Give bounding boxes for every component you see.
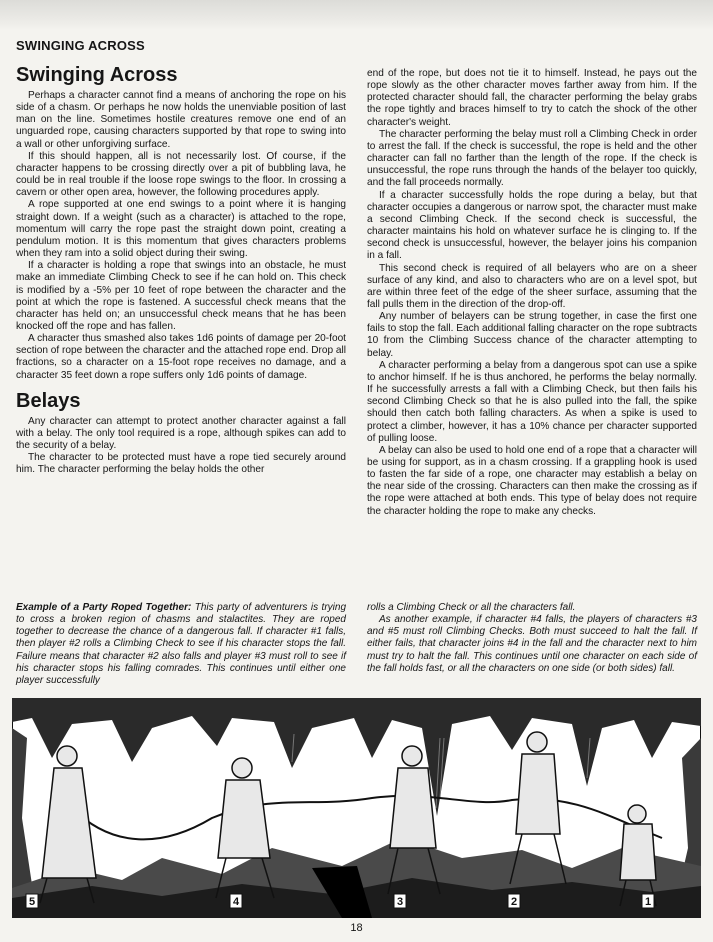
- caption-text: rolls a Climbing Check or all the characters fall.: [367, 602, 576, 613]
- label-2: 2: [510, 896, 518, 908]
- paragraph: This second check is required of all belayers who are on a sheer surface of any kind, and also to characters who are on a level spot, but are within three feet of the edge of the sheer surface, assuming that the fall pulls them in the direction of the drop-off.: [367, 262, 697, 310]
- section-heading-swinging: Swinging Across: [16, 64, 178, 86]
- paragraph: A belay can also be used to hold one end of a rope that a character will be using for support, as in a chasm crossing. If a grappling hook is used to fasten the far side of a rope, one character may establish a belay on the near side of the crossing. Characters can then make the crossing as if the rope were attached at both ends. This type of belay does not require the character holding the rope to make any checks.: [367, 444, 697, 517]
- caption-text: This party of adventurers is trying to cross a broken region of chasms and stalactites. They are roped together to decrease the chance of a dangerous fall. If character #1 falls, then player #2 rolls a Climbing Check to see if his character stops the fall. Failure means that character #2 also falls and player #3 must roll to see if his character stops his falling comrades. This continues until either one player successfully: [16, 602, 347, 686]
- label-4: 4: [232, 896, 240, 908]
- running-head: SWINGING ACROSS: [16, 38, 145, 53]
- label-3: 3: [396, 896, 404, 908]
- paragraph: The character to be protected must have a rope tied securely around him. The character performing the belay holds the other: [16, 452, 346, 476]
- paragraph: end of the rope, but does not tie it to himself. Instead, he pays out the rope slowly as the other character moves farther away from him. If the protected character should fall, the character performing the belay grabs the rope tightly and braces himself to try to catch the shock of the other character's weight.: [367, 68, 697, 128]
- section-heading-belays: Belays: [16, 389, 81, 412]
- top-band: [0, 0, 713, 30]
- paragraph: A rope supported at one end swings to a point where it is hanging straight down. If a weight (such as a character) is attached to the rope, momentum will carry the rope past the straight down point, creating a pendulum motion. It is this momentum that gives characters problems when they ram into a solid object during their swing.: [16, 199, 346, 260]
- label-1: 1: [644, 896, 652, 908]
- label-5: 5: [28, 896, 36, 908]
- paragraph: If a character is holding a rope that swings into an obstacle, he must make an immediate Climbing Check to see if he can hold on. This check is modified by a -5% per 10 feet of rope between the character and the point at which the rope is fastened. A successful check means that the character has held on; an unsuccessful check means that he has been knocked off the rope and has fallen.: [16, 260, 346, 332]
- paragraph: A character thus smashed also takes 1d6 points of damage per 20-foot section of rope between the character and the attached rope end. Drop all fractions, so a character on a 15-foot rope receives no damage, and a character 35 feet down a rope suffers only 1d6 points of damage.: [16, 333, 346, 381]
- page-number: 18: [350, 922, 363, 934]
- paragraph: Any number of belayers can be strung together, in case the first one fails to stop the fall. Each additional falling character on the rope subtracts 10 from the Climbing Success chance of the character attempting to belay.: [367, 311, 697, 359]
- right-column: [367, 68, 697, 518]
- paragraph: A character performing a belay from a dangerous spot can use a spike to anchor himself. If he is thus anchored, he performs the belay normally. If he successfully arrests a fall with a Climbing Check, but then fails his second Climbing Check so that he is also pulled into the fall, the spike should then catch both falling characters. As when a spike is used to protect a climber, however, it has a 10% chance per character supported of pulling loose.: [367, 359, 697, 444]
- caption-left: [16, 602, 346, 687]
- caption-text: As another example, if character #4 falls, the players of characters #3 and #5 must roll Climbing Checks. Both must succeed to halt the fall. If either fails, that character joins #4 in the fall and the character next to him must try to halt the fall. This continues until one character on each side of the fall holds fast, or all the characters on one side (or both sides) fall.: [367, 614, 697, 674]
- party-roped-illustration: [12, 698, 701, 918]
- paragraph: If a character successfully holds the rope during a belay, but that character occupies a dangerous or narrow spot, the character must make a second Climbing Check. If the second check is successful, the character maintains his hold on whatever surface he is clinging to. If the second check is unsuccessful, however, the belayer joins his companion in a fall.: [367, 189, 697, 262]
- paragraph: Perhaps a character cannot find a means of anchoring the rope on his side of a chasm. Or perhaps he now holds the unenviable position of last man on the line. Sometimes hostile creatures remove one end of an unguarded rope, causing characters supported by that rope to swing into a wall or other unforgiving surface.: [16, 90, 346, 150]
- paragraph: If this should happen, all is not necessarily lost. Of course, if the character happens to be crossing directly over a pit of bubbling lava, he could be in real trouble if the loose rope swings to the floor. In crossing a cavern or other open area, however, the following procedures apply.: [16, 150, 346, 199]
- caption-right: [367, 602, 697, 675]
- paragraph: Any character can attempt to protect another character against a fall with a belay. The only tool required is a rope, although spikes can add to the security of a belay.: [16, 415, 346, 452]
- caption-title: Example of a Party Roped Together:: [16, 602, 192, 613]
- left-column: [16, 64, 346, 477]
- paragraph: The character performing the belay must roll a Climbing Check in order to arrest the fall. If the check is successful, the rope is held and the other character can fall no farther than the length of the rope. If the check is unsuccessful, the rope runs through the hands of the belayer too quickly, and the fall proceeds normally.: [367, 128, 697, 189]
